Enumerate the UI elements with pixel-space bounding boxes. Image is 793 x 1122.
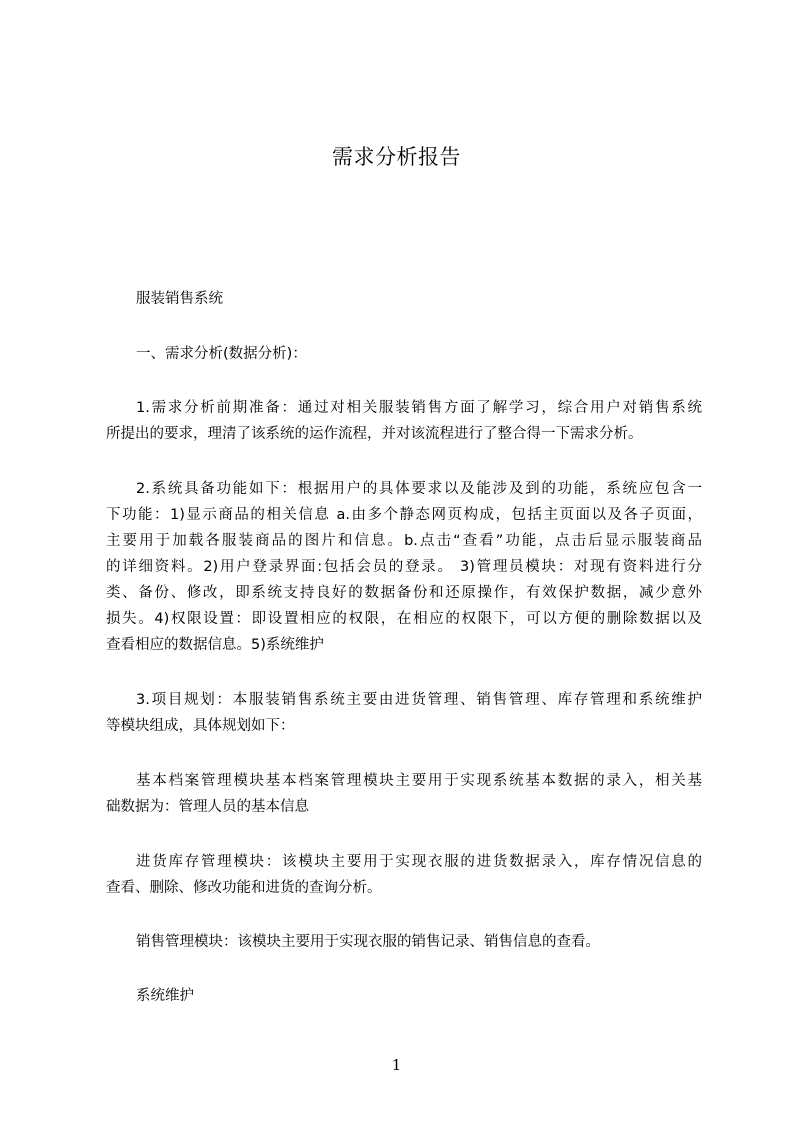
paragraph-line: 础数据为：管理人员的基本信息: [106, 799, 309, 815]
paragraph-line: 2.系统具备功能如下：根据用户的具体要求以及能涉及到的功能，系统应包含一: [136, 481, 702, 497]
paragraph-line: 主要用于加载各服装商品的图片和信息。b.点击“查看”功能，点击后显示服装商品: [106, 533, 702, 549]
paragraph-line: 查看、删除、修改功能和进货的查询分析。: [106, 880, 382, 896]
section-heading: 一、需求分析(数据分析)：: [136, 346, 307, 362]
paragraph-line: 下功能：1)显示商品的相关信息 a.由多个静态网页构成，包括主页面以及各子页面，: [106, 507, 702, 523]
paragraph-line: 3.项目规划：本服装销售系统主要由进货管理、销售管理、库存管理和系统维护: [136, 692, 702, 708]
paragraph-line: 等模块组成，具体规划如下：: [106, 718, 295, 734]
page-title: 需求分析报告: [332, 145, 461, 169]
paragraph-line: 系统维护: [136, 988, 194, 1004]
page-number: 1: [391, 1056, 402, 1074]
paragraph-line: 查看相应的数据信息。5)系统维护: [106, 637, 324, 653]
paragraph-line: 销售管理模块：该模块主要用于实现衣服的销售记录、销售信息的查看。: [136, 934, 600, 950]
paragraph-line: 基本档案管理模块基本档案管理模块主要用于实现系统基本数据的录入，相关基: [136, 773, 702, 789]
paragraph-line: 类、备份、修改，即系统支持良好的数据备份和还原操作，有效保护数据，减少意外: [106, 585, 702, 601]
paragraph-line: 1.需求分析前期准备：通过对相关服装销售方面了解学习，综合用户对销售系统: [136, 400, 702, 416]
system-name: 服装销售系统: [136, 291, 223, 307]
paragraph-line: 进货库存管理模块：该模块主要用于实现衣服的进货数据录入，库存情况信息的: [136, 854, 702, 870]
paragraph-line: 所提出的要求，理清了该系统的运作流程，并对该流程进行了整合得一下需求分析。: [106, 426, 643, 442]
paragraph-line: 损失。4)权限设置：即设置相应的权限，在相应的权限下，可以方便的删除数据以及: [106, 611, 702, 627]
paragraph-line: 的详细资料。2)用户登录界面:包括会员的登录。 3)管理员模块：对现有资料进行分: [106, 559, 702, 575]
